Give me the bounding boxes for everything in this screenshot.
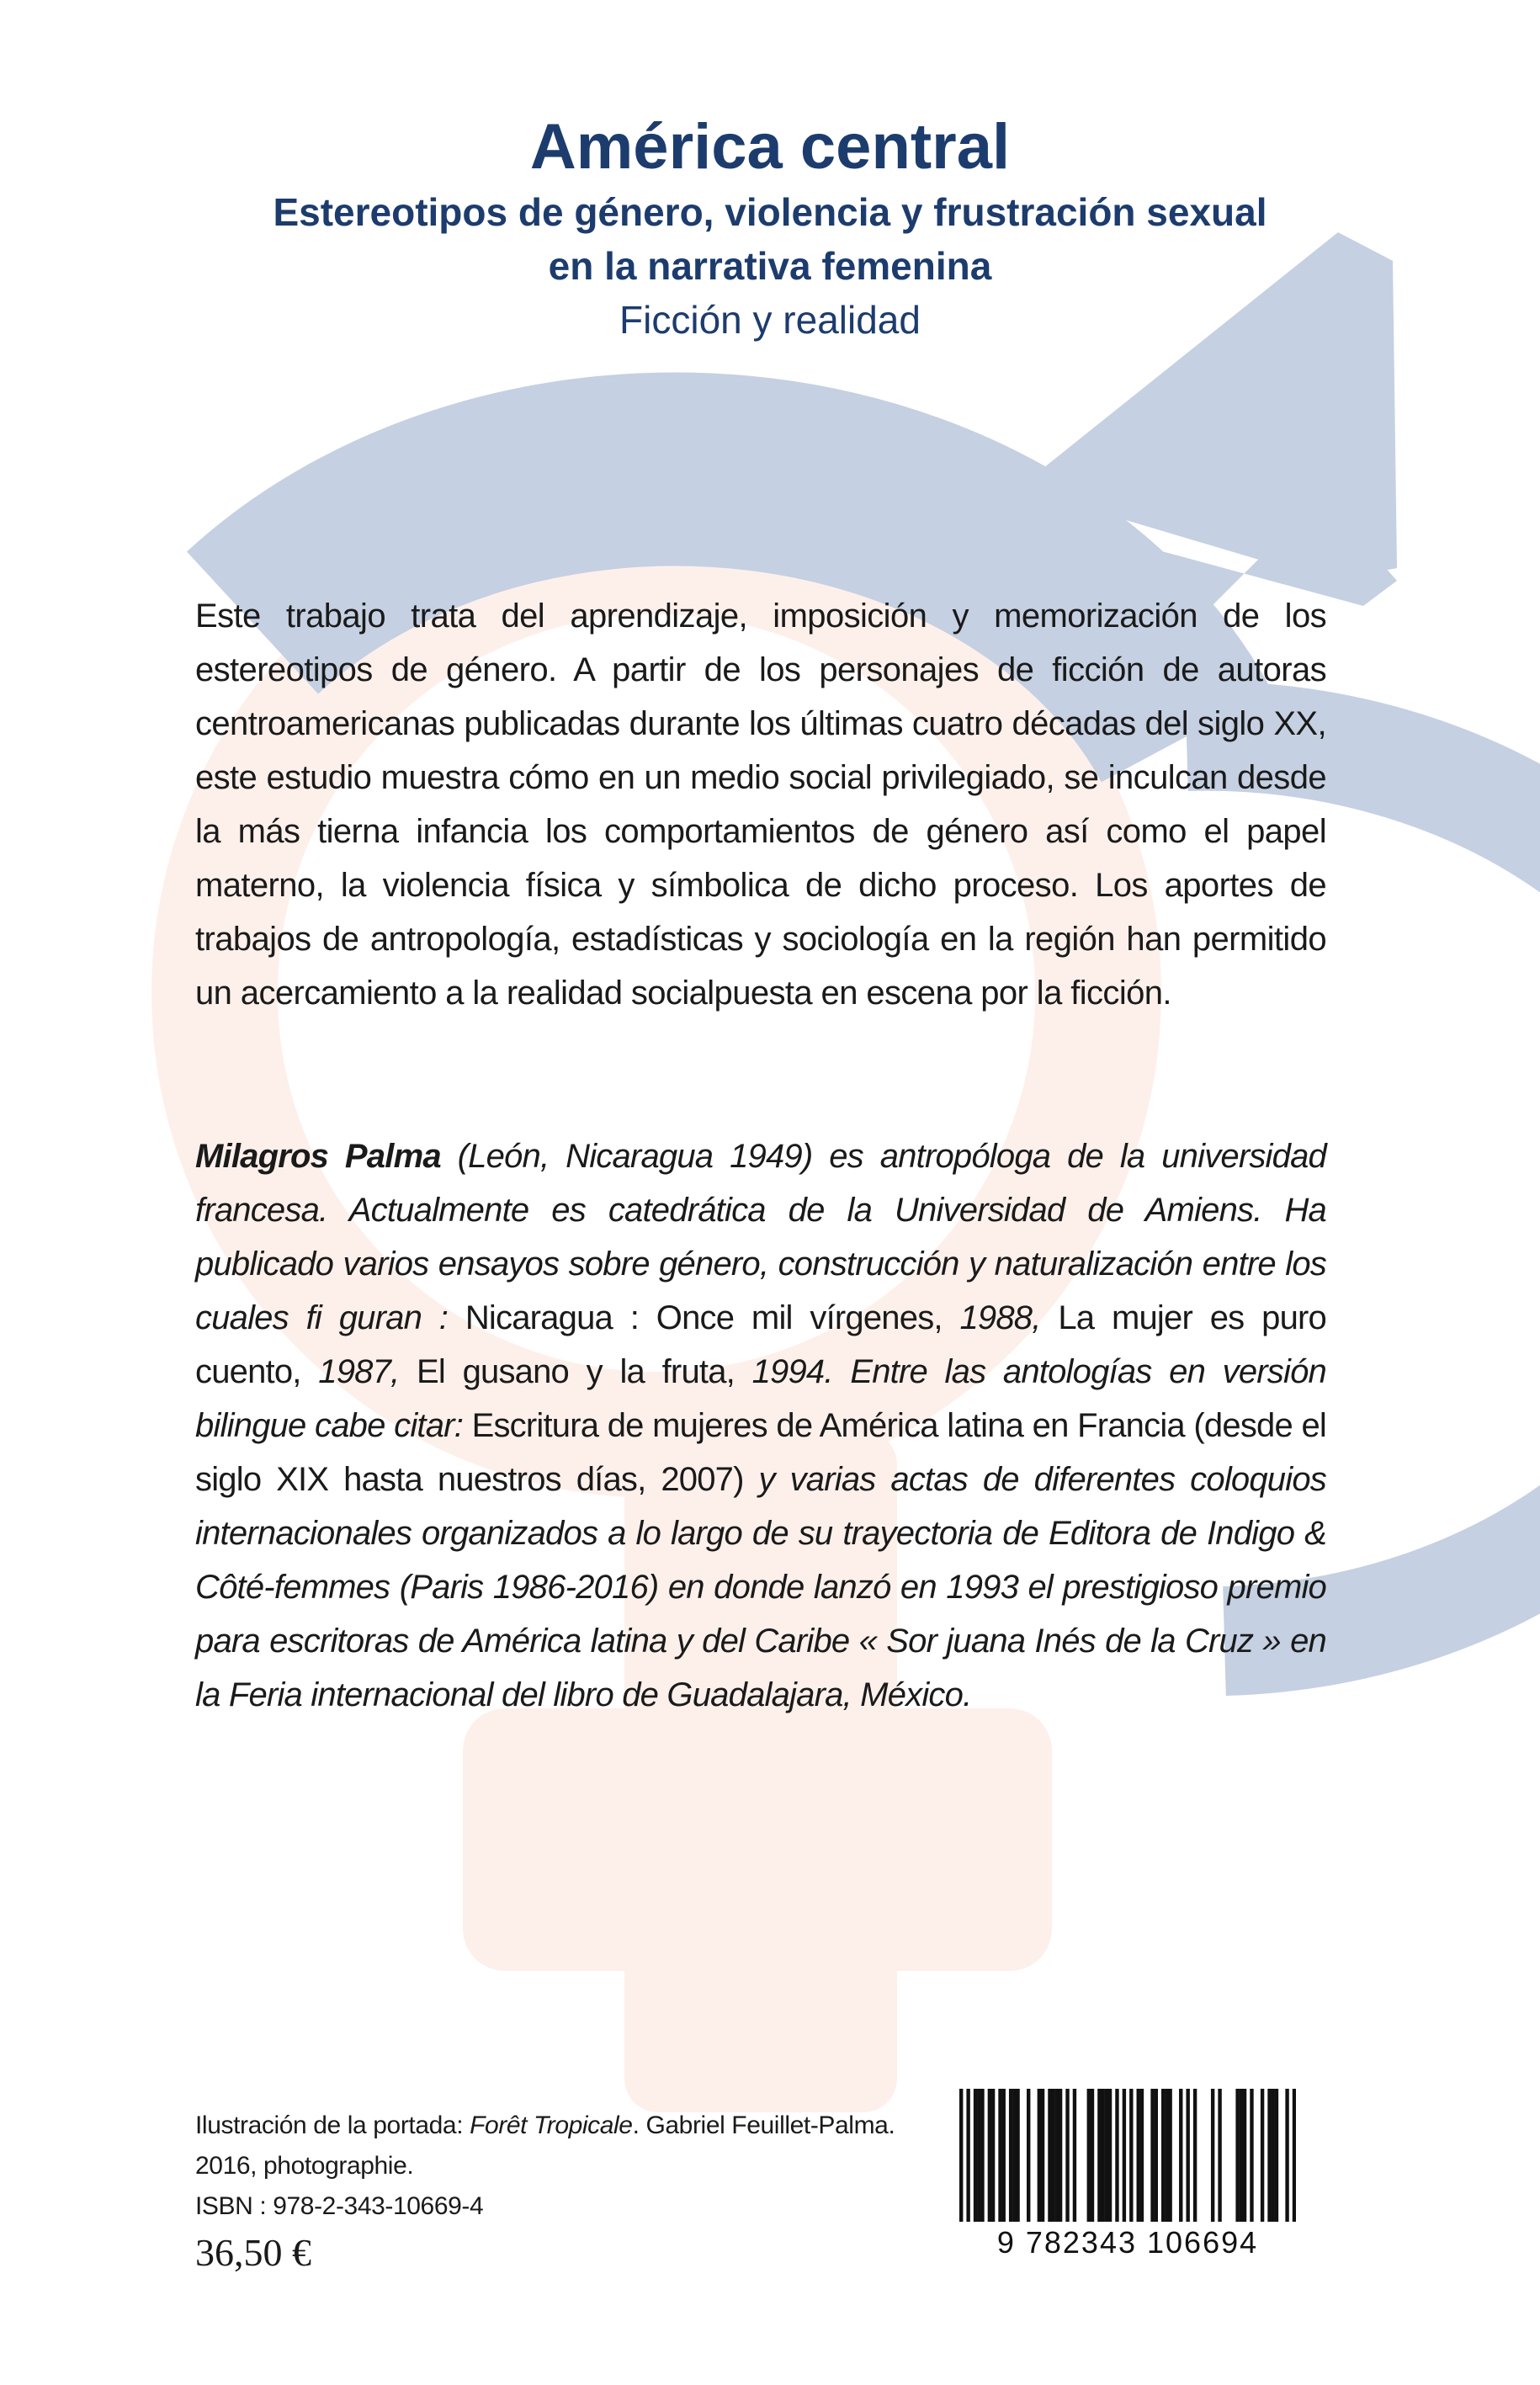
author-bio — [195, 1129, 1326, 1722]
barcode-bar — [977, 2089, 980, 2222]
barcode-bar — [1012, 2089, 1016, 2222]
barcode-bar — [1101, 2089, 1104, 2222]
barcode-bar — [1059, 2089, 1062, 2222]
bio-part-4: La mujer es puro cuento, — [195, 1299, 1326, 1390]
book-subtitle-line3: Ficción y realidad — [619, 298, 921, 342]
barcode-bar — [1087, 2089, 1091, 2222]
barcode-bar — [1161, 2089, 1165, 2222]
barcode-bar — [1097, 2089, 1101, 2222]
barcode-bar — [1027, 2089, 1030, 2222]
barcode-icon — [959, 2089, 1296, 2222]
barcode-bar — [980, 2089, 984, 2222]
barcode-bar — [998, 2089, 1001, 2222]
barcode-bar — [1123, 2089, 1126, 2222]
barcode-bar — [1218, 2089, 1221, 2222]
isbn-text: ISBN : 978-2-343-10669-4 — [195, 2192, 484, 2220]
barcode-bar — [1193, 2089, 1197, 2222]
barcode-bar — [1073, 2089, 1076, 2222]
credits-block — [195, 2106, 919, 2227]
barcode-digits: 9 782343 106694 — [996, 2225, 1259, 2260]
barcode-bar — [959, 2089, 963, 2222]
barcode-bar — [1140, 2089, 1144, 2222]
barcode-bar — [1051, 2089, 1054, 2222]
illustration-prefix: Ilustración de la portada: — [195, 2111, 470, 2139]
book-summary: Este trabajo trata del aprendizaje, imposición y memorización de los estereotipos de género. A partir de los personajes de ficción de autoras centroamericanas publicadas durante los últimas cuatro décadas del siglo XX, este estudio muestra cómo en un medio social privilegiado, se inculcan desde la más tierna infancia los comportamientos de género así como el papel materno, la violencia física y símbolica de dicho proceso. Los aportes de trabajos de antropología, estadísticas y sociología en la región han permitido un acercamiento a la realidad socialpuesta en escena por la ficción. — [195, 598, 1326, 1012]
author-name: Milagros Palma — [195, 1138, 441, 1175]
barcode-bar — [1038, 2089, 1041, 2222]
illustration-year: 2016, photographie. — [195, 2152, 414, 2180]
barcode-bar — [1016, 2089, 1019, 2222]
barcode-bar — [1048, 2089, 1051, 2222]
barcode-bar — [1055, 2089, 1059, 2222]
barcode-bar — [1168, 2089, 1171, 2222]
illustration-rest: . Gabriel Feuillet-Palma. — [632, 2111, 895, 2139]
illustration-title: Forêt Tropicale — [470, 2111, 633, 2139]
barcode-bar — [1041, 2089, 1044, 2222]
barcode-bar — [988, 2089, 991, 2222]
barcode-bar — [1002, 2089, 1006, 2222]
barcode-bar — [1272, 2089, 1275, 2222]
barcode-bar — [966, 2089, 969, 2222]
title-block — [0, 109, 1540, 347]
barcode-area — [951, 2084, 1304, 2269]
barcode-bar — [1275, 2089, 1278, 2222]
bio-part-2: Nicaragua : Once mil vírgenes, — [465, 1299, 960, 1336]
barcode-bar — [1186, 2089, 1189, 2222]
barcode-bar — [1165, 2089, 1168, 2222]
price: 36,50 € — [195, 2231, 311, 2274]
barcode-bar — [974, 2089, 977, 2222]
barcode-bar — [1137, 2089, 1140, 2222]
bio-part-5: 1987, — [318, 1353, 417, 1390]
barcode-bar — [1261, 2089, 1264, 2222]
book-subtitle-line2: en la narrativa femenina — [548, 244, 992, 288]
barcode-bar — [1115, 2089, 1118, 2222]
bio-part-6: El gusano y la fruta, — [416, 1353, 752, 1390]
bio-part-3: 1988, — [959, 1299, 1059, 1336]
bio-part-7: 1994. Entre las antologías en versión bilingue cabe citar: — [195, 1353, 1326, 1444]
barcode-bar — [991, 2089, 995, 2222]
barcode-bar — [1105, 2089, 1108, 2222]
bio-part-1: (León, Nicaragua 1949) es antropóloga de la universidad francesa. Actualmente es catedrática de la Universidad de Amiens. Ha publicado varios ensayos sobre género, construcción y naturalización entre los cuales fi guran : — [195, 1138, 1326, 1336]
barcode-bar — [1091, 2089, 1094, 2222]
barcode-bar — [1108, 2089, 1112, 2222]
book-subtitle-line1: Estereotipos de género, violencia y frustración sexual — [273, 190, 1267, 234]
barcode-bar — [1155, 2089, 1158, 2222]
barcode-bar — [1065, 2089, 1069, 2222]
barcode-bar — [1293, 2089, 1296, 2222]
barcode-bar — [1267, 2089, 1271, 2222]
barcode-bar — [1150, 2089, 1154, 2222]
bio-part-9: y varias actas de diferentes coloquios internacionales organizados a lo largo de su trayectoria de Editora de Indigo & Côté-femmes (Paris 1986-2016) en donde lanzó en 1993 el prestigioso premio para escritoras de América latina y del Caribe « Sor juana Inés de la Cruz » en la Feria internacional del libro de Guadalajara, México. — [195, 1461, 1326, 1713]
barcode-bar — [1211, 2089, 1214, 2222]
barcode-bar — [1240, 2089, 1243, 2222]
barcode-bar — [1009, 2089, 1012, 2222]
barcode-bar — [1243, 2089, 1246, 2222]
barcode-bar — [1285, 2089, 1288, 2222]
barcode-bar — [1250, 2089, 1253, 2222]
bio-part-8: Escritura de mujeres de América latina en Francia (desde el siglo XIX hasta nuestros días, 2007) — [195, 1407, 1326, 1498]
barcode-bar — [1235, 2089, 1239, 2222]
barcode-bar — [1179, 2089, 1182, 2222]
illustration-credit — [195, 2106, 919, 2146]
barcode-bar — [1129, 2089, 1133, 2222]
book-title: América central — [529, 111, 1011, 183]
